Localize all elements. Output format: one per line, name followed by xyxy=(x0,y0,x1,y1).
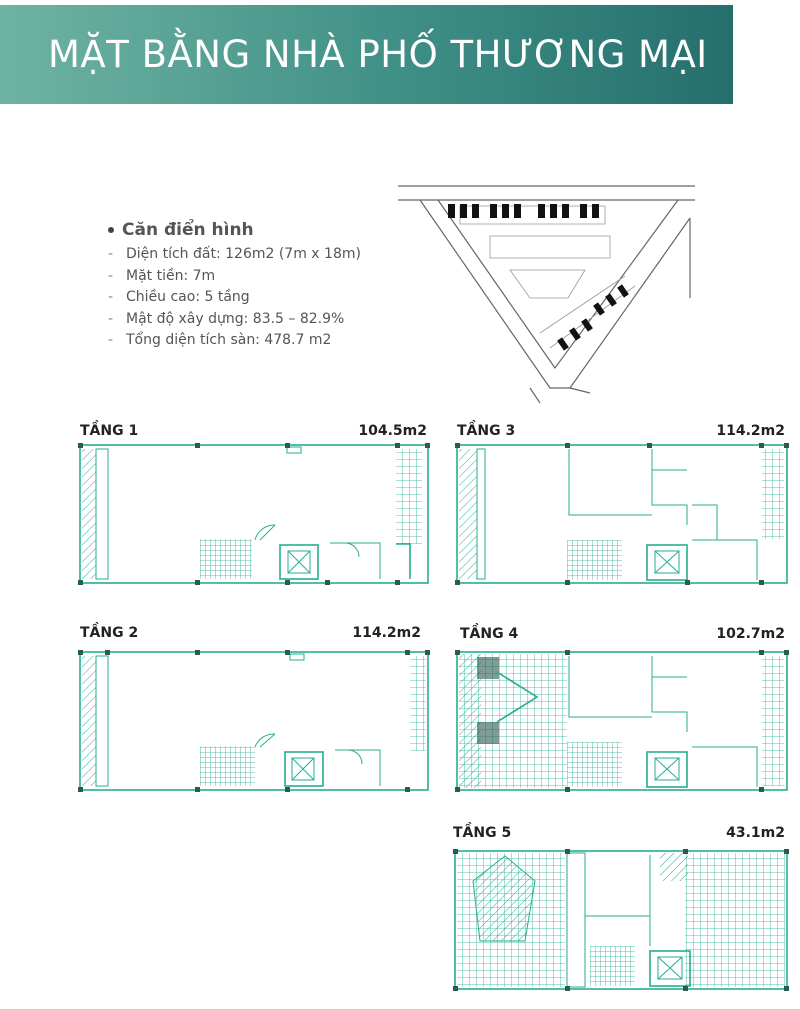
floor-3-title: TẦNG 3 xyxy=(457,423,516,439)
page-title: MẶT BẰNG NHÀ PHỐ THƯƠNG MẠI xyxy=(48,33,708,76)
floor-4-plan xyxy=(457,652,787,790)
title-banner xyxy=(0,5,733,104)
spec-item: - Diện tích đất: 126m2 (7m x 18m) xyxy=(108,246,361,262)
bullet-icon xyxy=(108,227,114,233)
floor-5-title: TẦNG 5 xyxy=(453,825,512,841)
floor-4-area: 102.7m2 xyxy=(716,626,785,642)
specs-heading-text: Căn điển hình xyxy=(122,220,254,240)
spec-item: - Chiều cao: 5 tầng xyxy=(108,289,250,305)
specs-heading xyxy=(108,220,408,240)
floor-1-title: TẦNG 1 xyxy=(80,423,139,439)
floor-4-title: TẦNG 4 xyxy=(460,626,519,642)
floor-3-area: 114.2m2 xyxy=(716,423,785,439)
floor-2-area: 114.2m2 xyxy=(352,625,421,641)
floor-1-area: 104.5m2 xyxy=(358,423,427,439)
floor-5-plan xyxy=(455,851,787,989)
floor-3-plan xyxy=(457,445,787,583)
spec-item: - Mặt tiền: 7m xyxy=(108,267,216,284)
floor-2-title: TẦNG 2 xyxy=(80,625,139,641)
specs-list xyxy=(108,244,408,352)
site-plan-map xyxy=(390,158,695,408)
floor-5-area: 43.1m2 xyxy=(726,825,785,841)
spec-item: - Tổng diện tích sàn: 478.7 m2 xyxy=(108,332,332,348)
floor-2-plan xyxy=(80,652,428,790)
spec-item: - Mật độ xây dựng: 83.5 – 82.9% xyxy=(108,310,345,327)
floor-1-plan xyxy=(80,445,428,583)
typical-unit-specs xyxy=(108,220,408,352)
